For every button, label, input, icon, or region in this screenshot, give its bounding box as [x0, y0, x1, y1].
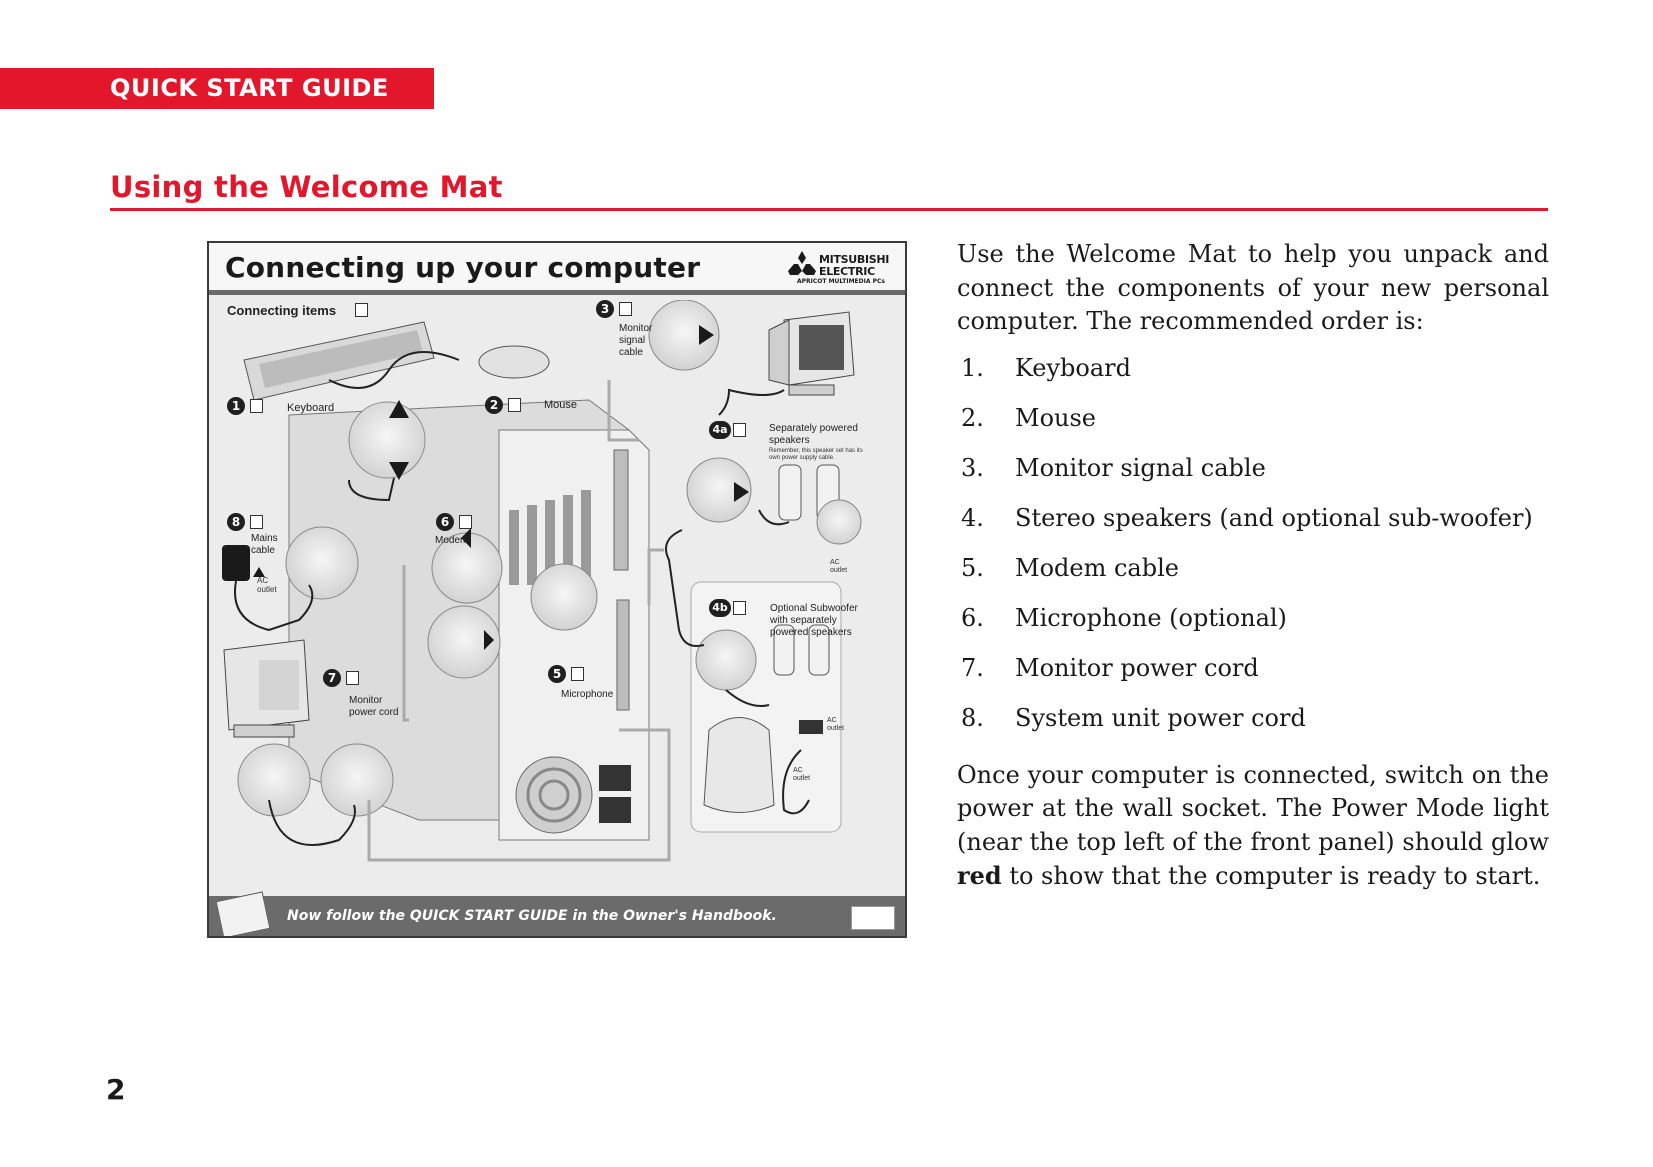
- ac-outlet-subwoofer-line2: outlet: [793, 775, 811, 782]
- closing-text-bold: red: [957, 861, 1002, 890]
- mains-plug-callout: [286, 527, 358, 599]
- ac-outlet-label-speakers: [830, 559, 847, 575]
- closing-text-start: Once your computer is connected, switch on the power at the wall socket. The Power Mode light (near the top left of the front panel) should glow: [957, 760, 1549, 856]
- list-item: [957, 552, 1549, 602]
- monitor-power-callout: [238, 744, 310, 816]
- monitor-signal-line1: Monitor: [619, 323, 653, 334]
- mains-plug-icon: [222, 545, 250, 581]
- recommended-order-list: [957, 352, 1549, 752]
- step-label-mouse: Mouse: [544, 399, 578, 411]
- step-checkbox-4a[interactable]: [733, 423, 746, 437]
- step-badge-5: 5: [548, 665, 566, 683]
- step-checkbox-5[interactable]: [571, 667, 584, 681]
- logo-name-line1: MITSUBISHI: [819, 253, 890, 266]
- ac-outlet-speakers-line2: outlet: [830, 567, 848, 574]
- list-item-number: 2.: [961, 403, 984, 432]
- step-label-modem: Modem: [435, 535, 469, 546]
- step-badge-4a: 4a: [709, 421, 731, 439]
- subwoofer-line1: Optional Subwoofer: [770, 603, 858, 614]
- ac-outlet-sub-speakers-line2: outlet: [827, 725, 845, 732]
- list-item-number: 1.: [961, 353, 984, 382]
- monitor-illustration-top: [769, 312, 854, 395]
- step-checkbox-1[interactable]: [250, 399, 263, 413]
- footer-checkbox[interactable]: [851, 906, 895, 930]
- ac-outlet-speakers-line1: AC: [830, 559, 840, 566]
- microphone-port-callout: [531, 564, 597, 630]
- list-item-text: Monitor signal cable: [1015, 453, 1266, 482]
- step-checkbox-2[interactable]: [508, 398, 521, 412]
- step-checkbox-6[interactable]: [459, 515, 472, 529]
- step-checkbox-8[interactable]: [250, 515, 263, 529]
- ac-outlet-label-subwoofer: [793, 767, 810, 783]
- mains-cable-line1: Mains: [251, 533, 278, 544]
- mitsubishi-logo: [787, 251, 892, 287]
- step-checkbox-3[interactable]: [619, 302, 632, 316]
- step-label-subwoofer: [770, 603, 858, 639]
- step-badge-3: 3: [596, 300, 614, 318]
- mat-header: [209, 243, 905, 295]
- step-badge-2: 2: [485, 396, 503, 414]
- subwoofer-line3: powered speakers: [770, 627, 852, 638]
- speakers-line2: speakers: [769, 435, 810, 446]
- step-badge-4b: 4b: [709, 599, 731, 617]
- list-item-number: 8.: [961, 703, 984, 732]
- page-title: Using the Welcome Mat: [110, 170, 503, 204]
- list-item-text: System unit power cord: [1015, 703, 1306, 732]
- title-rule: [110, 208, 1548, 211]
- list-item-text: Stereo speakers (and optional sub-woofer): [1015, 503, 1533, 532]
- mains-cable-line2: cable: [251, 545, 275, 556]
- page-number: 2: [106, 1073, 126, 1106]
- step-label-speakers: [769, 423, 858, 447]
- step-label-monitor-power: [349, 695, 398, 719]
- list-item: [957, 652, 1549, 702]
- list-item: [957, 402, 1549, 452]
- ac-outlet-sub-speakers-line1: AC: [827, 717, 837, 724]
- keyboard-illustration: [244, 322, 434, 400]
- subwoofer-line2: with separately: [770, 615, 837, 626]
- list-item-text: Keyboard: [1015, 353, 1132, 382]
- step-label-keyboard: Keyboard: [287, 402, 335, 414]
- connection-diagram: [209, 300, 905, 896]
- connecting-items-label: Connecting items: [227, 303, 337, 318]
- monitor-power-line2: power cord: [349, 707, 399, 718]
- list-item-number: 7.: [961, 653, 984, 682]
- handbook-icon: [216, 891, 271, 938]
- list-item-text: Microphone (optional): [1015, 603, 1287, 632]
- step-checkbox-7[interactable]: [346, 671, 359, 685]
- list-item: [957, 452, 1549, 502]
- closing-paragraph: [957, 759, 1549, 894]
- speakers-line1: Separately powered: [769, 423, 858, 434]
- closing-text-end: to show that the computer is ready to start.: [1001, 862, 1541, 890]
- ac-outlet-label-mains: [257, 576, 277, 594]
- list-item-text: Mouse: [1015, 403, 1096, 432]
- list-item-text: Modem cable: [1015, 553, 1179, 582]
- keyboard-mouse-port-callout: [349, 402, 425, 478]
- logo-name: [819, 254, 889, 278]
- list-item-number: 3.: [961, 453, 984, 482]
- step-label-mains-cable: [251, 533, 278, 557]
- section-banner: QUICK START GUIDE: [0, 68, 434, 109]
- list-item-text: Monitor power cord: [1015, 653, 1259, 682]
- mat-footer: [209, 896, 905, 938]
- step-checkbox-4b[interactable]: [733, 601, 746, 615]
- intro-paragraph: Use the Welcome Mat to help you unpack and connect the components of your new personal computer. The recommended order is:: [957, 240, 1549, 335]
- mat-title: Connecting up your computer: [225, 251, 701, 284]
- three-diamonds-icon: [787, 251, 817, 275]
- list-item: [957, 602, 1549, 652]
- step-badge-7: 7: [323, 669, 341, 687]
- list-item-number: 5.: [961, 553, 984, 582]
- list-item: [957, 352, 1549, 402]
- step-badge-8: 8: [227, 513, 245, 531]
- monitor-signal-line2: signal: [619, 335, 646, 346]
- list-item: [957, 502, 1549, 552]
- ac-outlet-mains-line2: outlet: [257, 585, 277, 594]
- ac-outlet-label-subwoofer-speakers: [827, 717, 844, 733]
- connecting-items-checkbox[interactable]: [355, 303, 368, 317]
- subwoofer-illustration: [704, 718, 774, 813]
- speakers-note: [769, 448, 863, 462]
- list-item: [957, 702, 1549, 752]
- welcome-mat-illustration: [207, 241, 907, 938]
- list-item-number: 6.: [961, 603, 984, 632]
- ac-outlet-subwoofer-line1: AC: [793, 767, 803, 774]
- monitor-power-line1: Monitor: [349, 695, 383, 706]
- body-text: [957, 238, 1549, 894]
- mat-footer-text: Now follow the QUICK START GUIDE in the Owner's Handbook.: [287, 908, 777, 924]
- step-label-microphone: Microphone: [561, 689, 614, 700]
- step-label-monitor-signal: [619, 323, 652, 359]
- list-item-number: 4.: [961, 503, 984, 532]
- speakers-note-line1: Remember, this speaker set has its: [769, 448, 863, 454]
- ac-outlet-mains-line1: AC: [257, 576, 269, 585]
- step-badge-6: 6: [436, 513, 454, 531]
- speakers-note-line2: own power supply cable.: [769, 455, 835, 461]
- logo-name-line2: ELECTRIC: [819, 265, 875, 278]
- monitor-signal-line3: cable: [619, 347, 643, 358]
- speakers-illustration: [779, 465, 861, 544]
- logo-subtitle: APRICOT MULTIMEDIA PCs: [797, 278, 885, 285]
- step-badge-1: 1: [227, 397, 245, 415]
- mains-socket-callout: [321, 744, 393, 816]
